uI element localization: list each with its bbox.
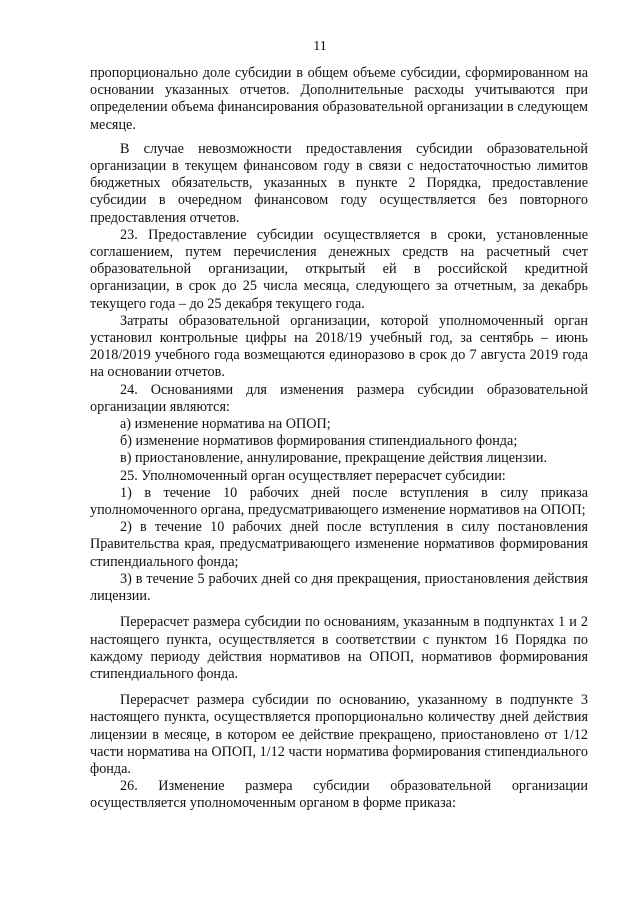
paragraph-recalc-1-2: Перерасчет размера субсидии по основаниям, указанным в подпунктах 1 и 2 настоящего пункта, осуществляется в соответствии с пунктом 16 Порядка по каждому периоду действия нормативов на ОПОП, нормативов формирования стипендиального фонда.	[90, 614, 588, 682]
document-body	[90, 65, 588, 813]
paragraph-continuation: пропорционально доле субсидии в общем объеме субсидии, сформированном на основании указанных отчетов. Дополнительные расходы учитываются при определении объема финансирования образовательной организации в следующем месяце.	[90, 65, 588, 133]
paragraph-recalc-3: Перерасчет размера субсидии по основанию, указанному в подпункте 3 настоящего пункта, осуществляется пропорционально количеству дней действия лицензии в месяце, в котором ее действие прекращено, приостановлено от 1/12 части норматива на ОПОП, 1/12 части норматива формирования стипендиального фонда.	[90, 692, 588, 777]
list-item-1: 1) в течение 10 рабочих дней после вступления в силу приказа уполномоченного органа, предусматривающего изменение нормативов на ОПОП;	[90, 484, 588, 519]
list-item-3: 3) в течение 5 рабочих дней со дня прекращения, приостановления действия лицензии.	[90, 570, 588, 605]
paragraph-subsidy-impossibility: В случае невозможности предоставления субсидии образовательной организации в текущем финансовом году в связи с недостаточностью лимитов бюджетных обязательств, указанных в пункте 2 Порядка, предоставление субсидии в очередном финансовом году осуществляется без повторного предоставления отчетов.	[90, 140, 588, 226]
paragraph-26: 26. Изменение размера субсидии образовательной организации осуществляется уполномоченным органом в форме приказа:	[90, 778, 588, 812]
paragraph-24: 24. Основаниями для изменения размера субсидии образовательной организации являются:	[90, 381, 588, 415]
list-item-c: в) приостановление, аннулирование, прекращение действия лицензии.	[120, 450, 547, 467]
list-item-2: 2) в течение 10 рабочих дней после вступления в силу постановления Правительства края, предусматривающего изменение нормативов формирования стипендиального фонда;	[90, 519, 588, 570]
paragraph-costs: Затраты образовательной организации, которой уполномоченный орган установил контрольные цифры на 2018/19 учебный год, за сентябрь – июнь 2018/2019 учебного года возмещаются единоразово в срок до 7 августа 2019 года на основании отчетов.	[90, 312, 588, 381]
list-item-a: а) изменение норматива на ОПОП;	[120, 416, 331, 433]
paragraph-25: 25. Уполномоченный орган осуществляет перерасчет субсидии:	[120, 467, 506, 484]
page-number: 11	[313, 39, 327, 54]
list-item-b: б) изменение нормативов формирования стипендиального фонда;	[120, 433, 518, 450]
paragraph-23: 23. Предоставление субсидии осуществляется в сроки, установленные соглашением, путем перечисления денежных средств на расчетный счет образовательной организации, открытый ей в российской кредитной организации, в срок до 25 числа месяца, следующего за отчетным, за декабрь текущего года – до 25 декабря текущего года.	[90, 226, 588, 312]
